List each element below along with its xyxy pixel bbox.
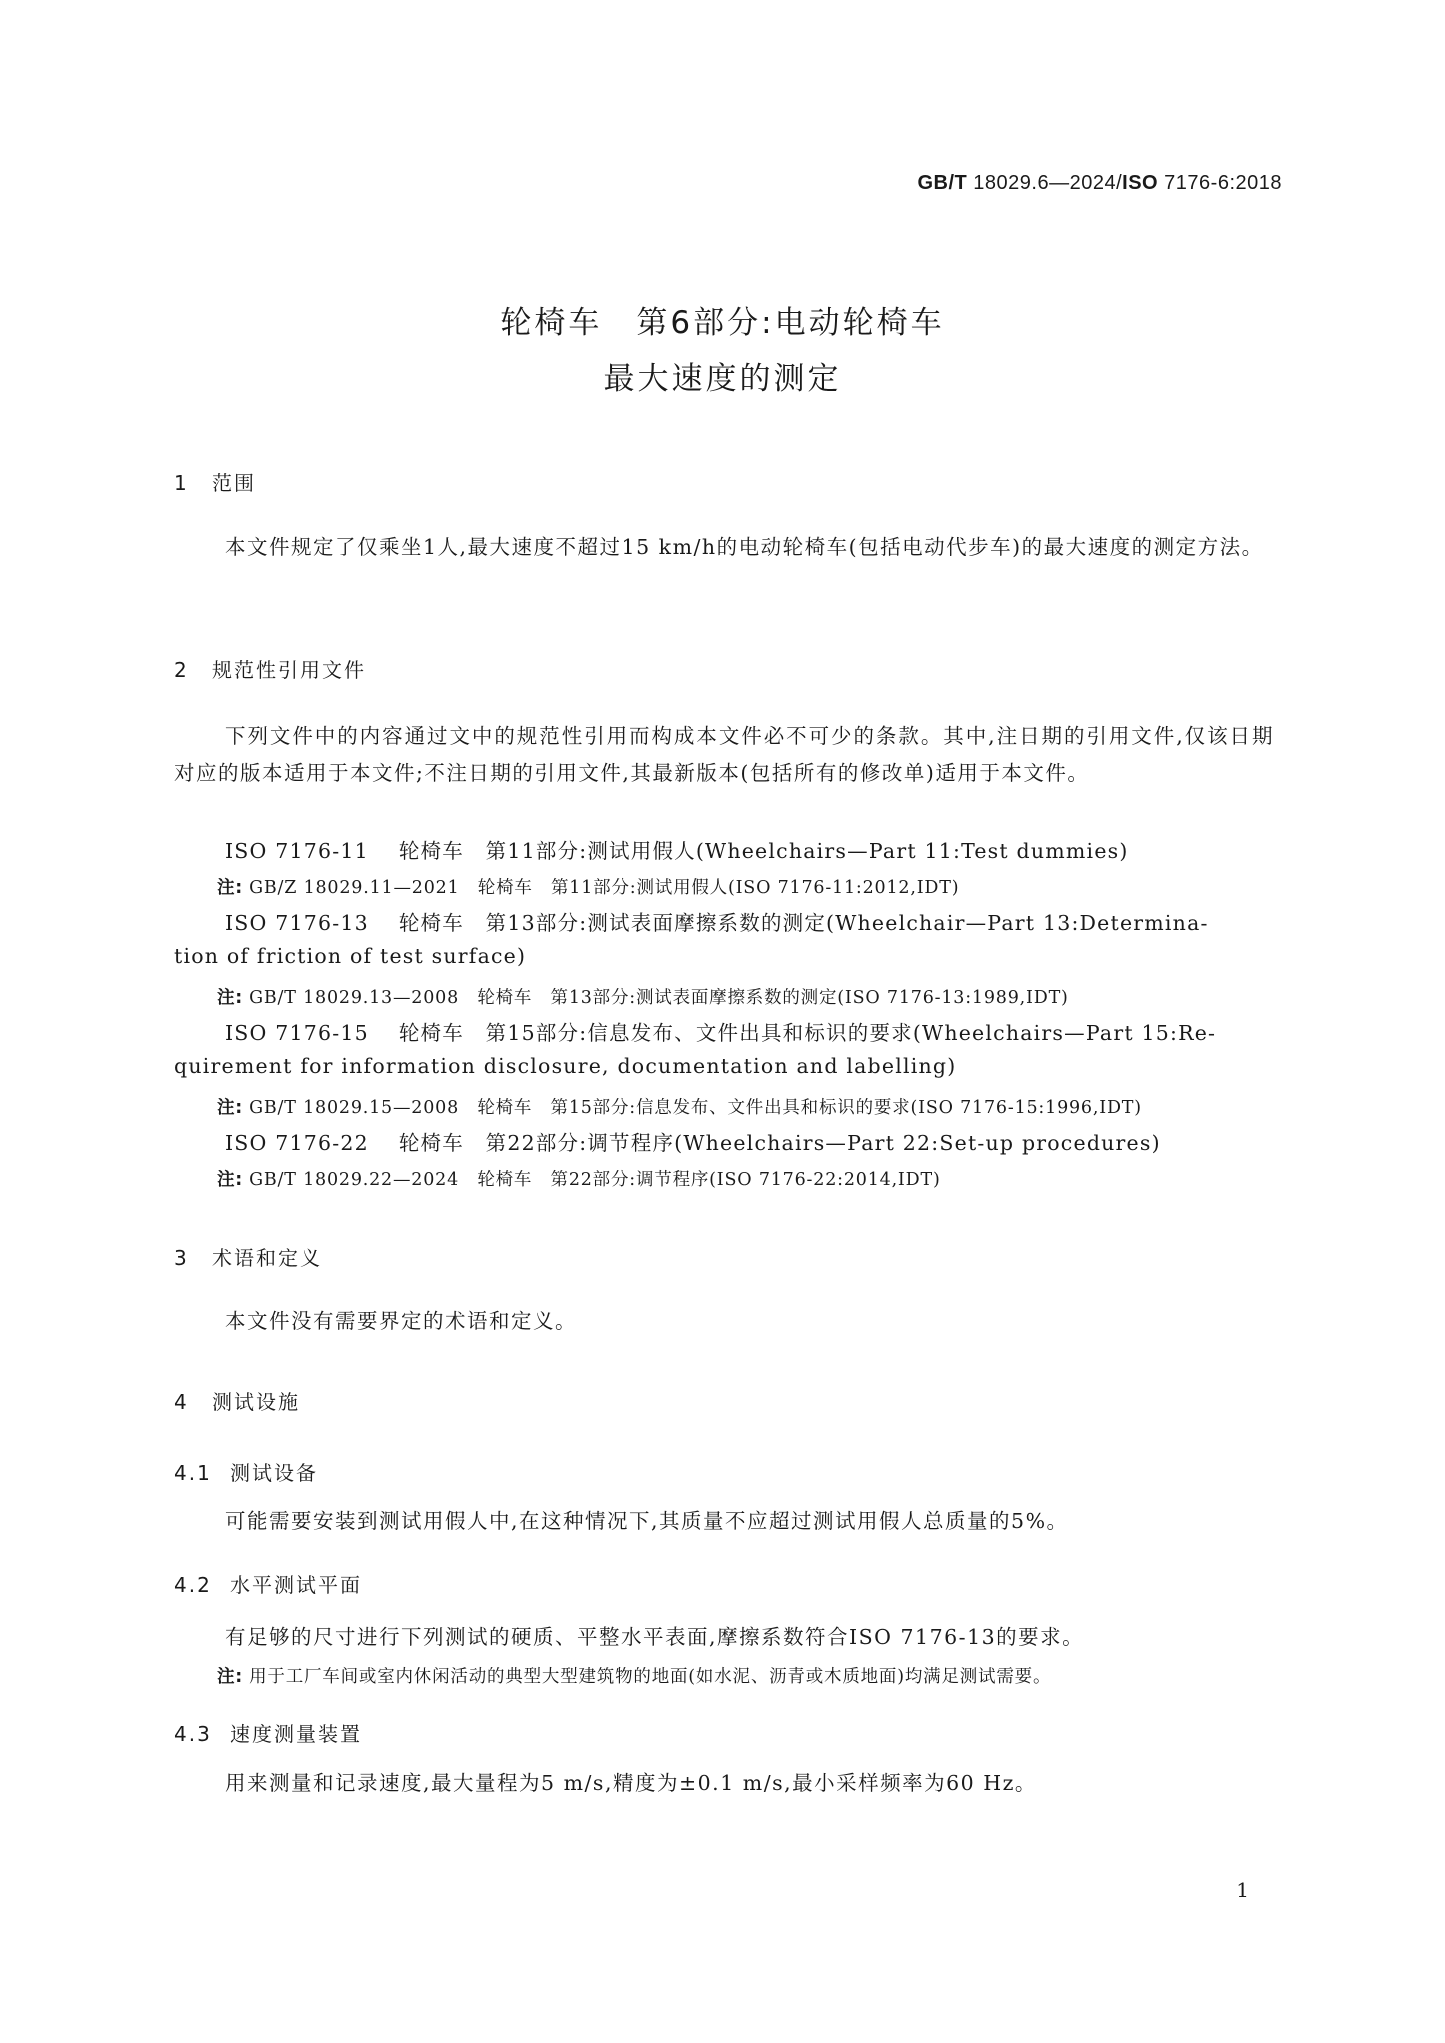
subsection-title: 水平测试平面 [230, 1573, 362, 1597]
section-number: 4 [174, 1390, 189, 1414]
subsection-4-1-heading [174, 1457, 318, 1486]
section-title: 术语和定义 [212, 1246, 322, 1270]
section-3-heading [174, 1242, 322, 1271]
section-title: 测试设施 [212, 1390, 300, 1414]
subsection-title: 测试设备 [230, 1461, 318, 1485]
reference-item [225, 1016, 1216, 1046]
note-label: 注: [217, 1170, 244, 1190]
section-title: 范围 [212, 471, 256, 495]
reference-note [217, 874, 959, 899]
subsection-4-2-heading [174, 1569, 362, 1598]
reference-code: ISO 7176-15 [225, 1021, 369, 1045]
subsection-4-2-note [217, 1663, 1051, 1688]
page-number: 1 [1236, 1878, 1249, 1902]
reference-note [217, 1094, 1142, 1119]
reference-note [217, 984, 1069, 1009]
reference-note [217, 1166, 941, 1191]
section-number: 3 [174, 1246, 189, 1270]
note-label: 注: [217, 1667, 244, 1687]
note-label: 注: [217, 1098, 244, 1118]
reference-item [225, 834, 1129, 864]
standard-number-gb: 18029.6—2024/ [967, 172, 1123, 194]
subsection-4-3-heading [174, 1718, 362, 1747]
subsection-title: 速度测量装置 [230, 1722, 362, 1746]
reference-code: ISO 7176-13 [225, 911, 369, 935]
note-text: GB/T 18029.13—2008 轮椅车 第13部分:测试表面摩擦系数的测定(ISO 7176-13:1989,IDT) [249, 988, 1069, 1008]
section-2-paragraph: 下列文件中的内容通过文中的规范性引用而构成本文件必不可少的条款。其中,注日期的引用文件,仅该日期对应的版本适用于本文件;不注日期的引用文件,其最新版本(包括所有的修改单)适用于本文件。 [174, 724, 1274, 785]
standard-prefix-iso: ISO [1122, 172, 1159, 194]
section-number: 1 [174, 471, 189, 495]
subsection-4-1-paragraph: 可能需要安装到测试用假人中,在这种情况下,其质量不应超过测试用假人总质量的5%。 [225, 1509, 1069, 1533]
note-text: GB/T 18029.15—2008 轮椅车 第15部分:信息发布、文件出具和标识的要求(ISO 7176-15:1996,IDT) [249, 1098, 1142, 1118]
standard-number-iso: 7176-6:2018 [1158, 172, 1282, 194]
subsection-number: 4.3 [174, 1722, 212, 1746]
reference-title: 轮椅车 第11部分:测试用假人(Wheelchairs—Part 11:Test dummies) [398, 839, 1129, 863]
reference-title: 轮椅车 第13部分:测试表面摩擦系数的测定(Wheelchair—Part 13:Determina- [398, 911, 1209, 935]
standard-code [917, 172, 1282, 195]
page-title-line-1: 轮椅车 第6部分:电动轮椅车 [500, 305, 945, 341]
subsection-number: 4.2 [174, 1573, 212, 1597]
note-label: 注: [217, 988, 244, 1008]
reference-title: 轮椅车 第22部分:调节程序(Wheelchairs—Part 22:Set-up procedures) [398, 1131, 1161, 1155]
subsection-4-2-paragraph: 有足够的尺寸进行下列测试的硬质、平整水平表面,摩擦系数符合ISO 7176-13的要求。 [225, 1625, 1085, 1649]
reference-title-continued: quirement for information disclosure, documentation and labelling) [174, 1054, 957, 1078]
note-text: GB/Z 18029.11—2021 轮椅车 第11部分:测试用假人(ISO 7176-11:2012,IDT) [249, 878, 960, 898]
subsection-number: 4.1 [174, 1461, 212, 1485]
reference-item [225, 906, 1209, 936]
section-1-heading [174, 467, 256, 496]
reference-title: 轮椅车 第15部分:信息发布、文件出具和标识的要求(Wheelchairs—Part 15:Re- [398, 1021, 1217, 1045]
section-4-heading [174, 1386, 300, 1415]
reference-code: ISO 7176-11 [225, 839, 369, 863]
page-title-line-2: 最大速度的测定 [603, 361, 842, 397]
section-title: 规范性引用文件 [212, 658, 366, 682]
reference-code: ISO 7176-22 [225, 1131, 369, 1155]
standard-prefix-gb: GB/T [917, 172, 968, 194]
section-number: 2 [174, 658, 189, 682]
reference-title-continued: tion of friction of test surface) [174, 944, 527, 968]
section-1-paragraph: 本文件规定了仅乘坐1人,最大速度不超过15 km/h的电动轮椅车(包括电动代步车)的最大速度的测定方法。 [225, 535, 1264, 559]
reference-item [225, 1126, 1161, 1156]
note-text: GB/T 18029.22—2024 轮椅车 第22部分:调节程序(ISO 7176-22:2014,IDT) [249, 1170, 941, 1190]
note-text: 用于工厂车间或室内休闲活动的典型大型建筑物的地面(如水泥、沥青或木质地面)均满足测试需要。 [249, 1667, 1052, 1687]
section-2-heading [174, 654, 366, 683]
note-label: 注: [217, 878, 244, 898]
section-3-paragraph: 本文件没有需要界定的术语和定义。 [225, 1309, 577, 1333]
subsection-4-3-paragraph: 用来测量和记录速度,最大量程为5 m/s,精度为±0.1 m/s,最小采样频率为60 Hz。 [225, 1771, 1037, 1795]
